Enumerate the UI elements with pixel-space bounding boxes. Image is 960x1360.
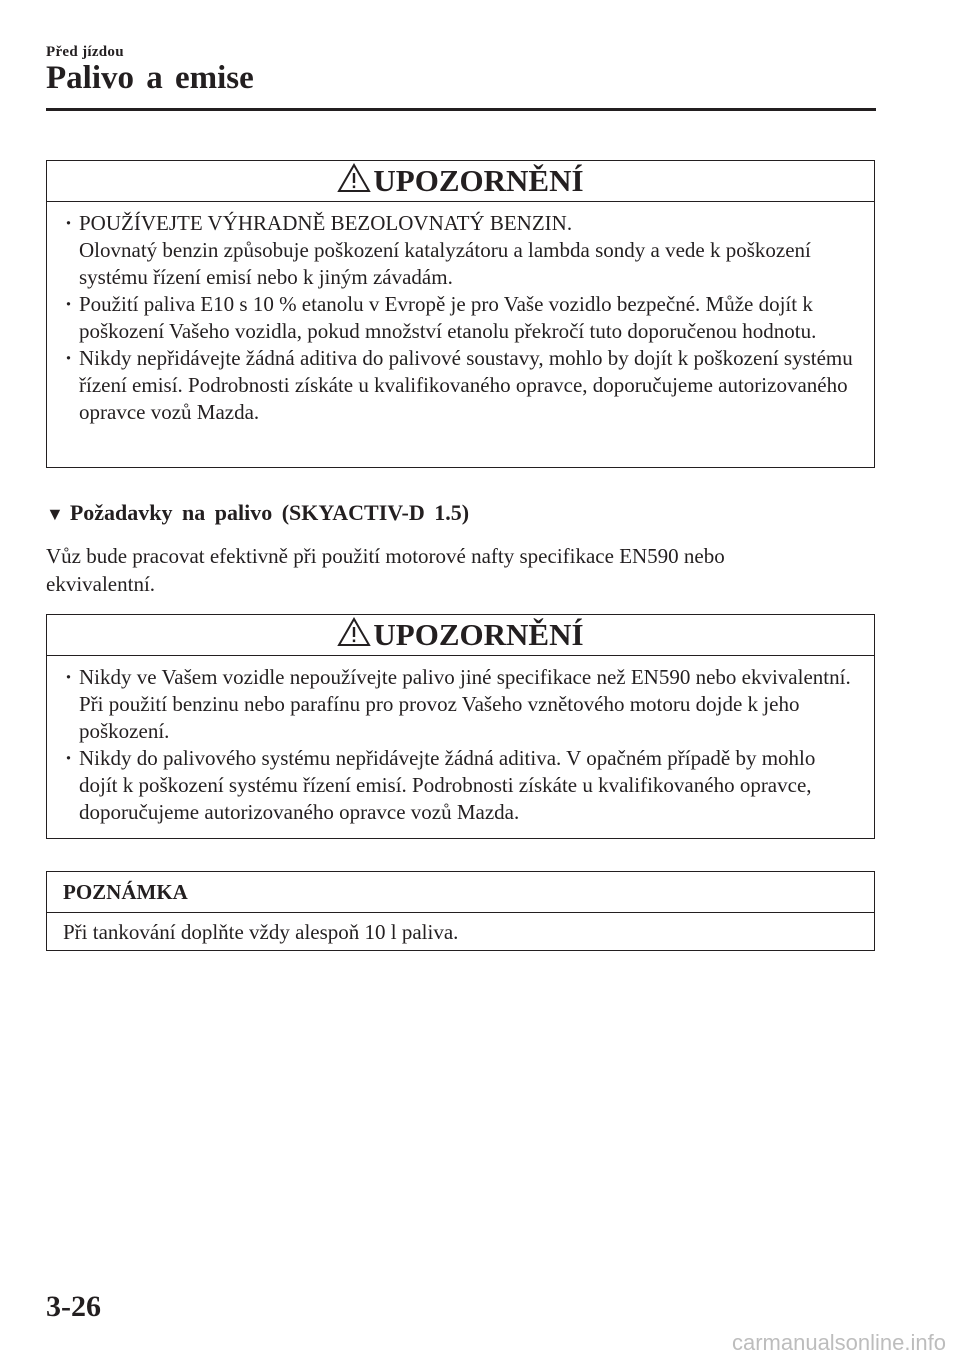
caution-label-2: UPOZORNĚNÍ (373, 617, 584, 652)
warning-triangle-icon (337, 163, 371, 201)
section-kicker: Před jízdou (46, 44, 124, 60)
caution-item: · POUŽÍVEJTE VÝHRADNĚ BEZOLOVNATÝ BENZIN. Olovnatý benzin způsobuje poškození katalyzátoru a lambda sondy a vede k poškození systému řízení emisí nebo k jiným závadám. (63, 210, 858, 291)
caution-box-2 (46, 614, 875, 839)
title-rule (46, 108, 876, 111)
caution-item: · Nikdy ve Vašem vozidle nepoužívejte palivo jiné specifikace než EN590 nebo ekvivalentní. Při použití benzinu nebo parafínu pro provoz Vašeho vznětového motoru dojde k jeho poškození. (63, 664, 858, 745)
section-paragraph: Vůz bude pracovat efektivně při použití motorové nafty specifikace EN590 nebo ekvivalentní. (46, 544, 725, 596)
caution-item: · Nikdy do palivového systému nepřidávejte žádná aditiva. V opačném případě by mohlo dojít k poškození systému řízení emisí. Podrobnosti získáte u kvalifikovaného opravce, doporučujeme autorizovaného opravce vozů Mazda. (63, 745, 858, 826)
warning-triangle-icon (337, 617, 371, 655)
note-box (46, 871, 875, 951)
caution-header-2 (47, 615, 874, 656)
caution-body-2 (47, 656, 874, 826)
caution-item: · Použití paliva E10 s 10 % etanolu v Evropě je pro Vaše vozidlo bezpečné. Může dojít k poškození Vašeho vozidla, pokud množství etanolu překročí tuto doporučenou hodnotu. (63, 291, 858, 345)
page-number: 3-26 (46, 1290, 101, 1323)
caution-body-1 (47, 202, 874, 426)
section-heading: ▼ Požadavky na palivo (SKYACTIV-D 1.5) (46, 500, 470, 525)
caution-box-1 (46, 160, 875, 468)
triangle-down-icon: ▼ (46, 504, 64, 524)
caution-header-1 (47, 161, 874, 202)
note-label: POZNÁMKA (47, 872, 874, 913)
caution-label-1: UPOZORNĚNÍ (373, 163, 584, 198)
caution-item: · Nikdy nepřidávejte žádná aditiva do palivové soustavy, mohlo by dojít k poškození systému řízení emisí. Podrobnosti získáte u kvalifikovaného opravce, doporučujeme autorizovaného opravce vozů Mazda. (63, 345, 858, 426)
note-text: Při tankování doplňte vždy alespoň 10 l paliva. (63, 920, 459, 944)
watermark: carmanualsonline.info (731, 1330, 946, 1355)
page-title: Palivo a emise (46, 60, 254, 96)
